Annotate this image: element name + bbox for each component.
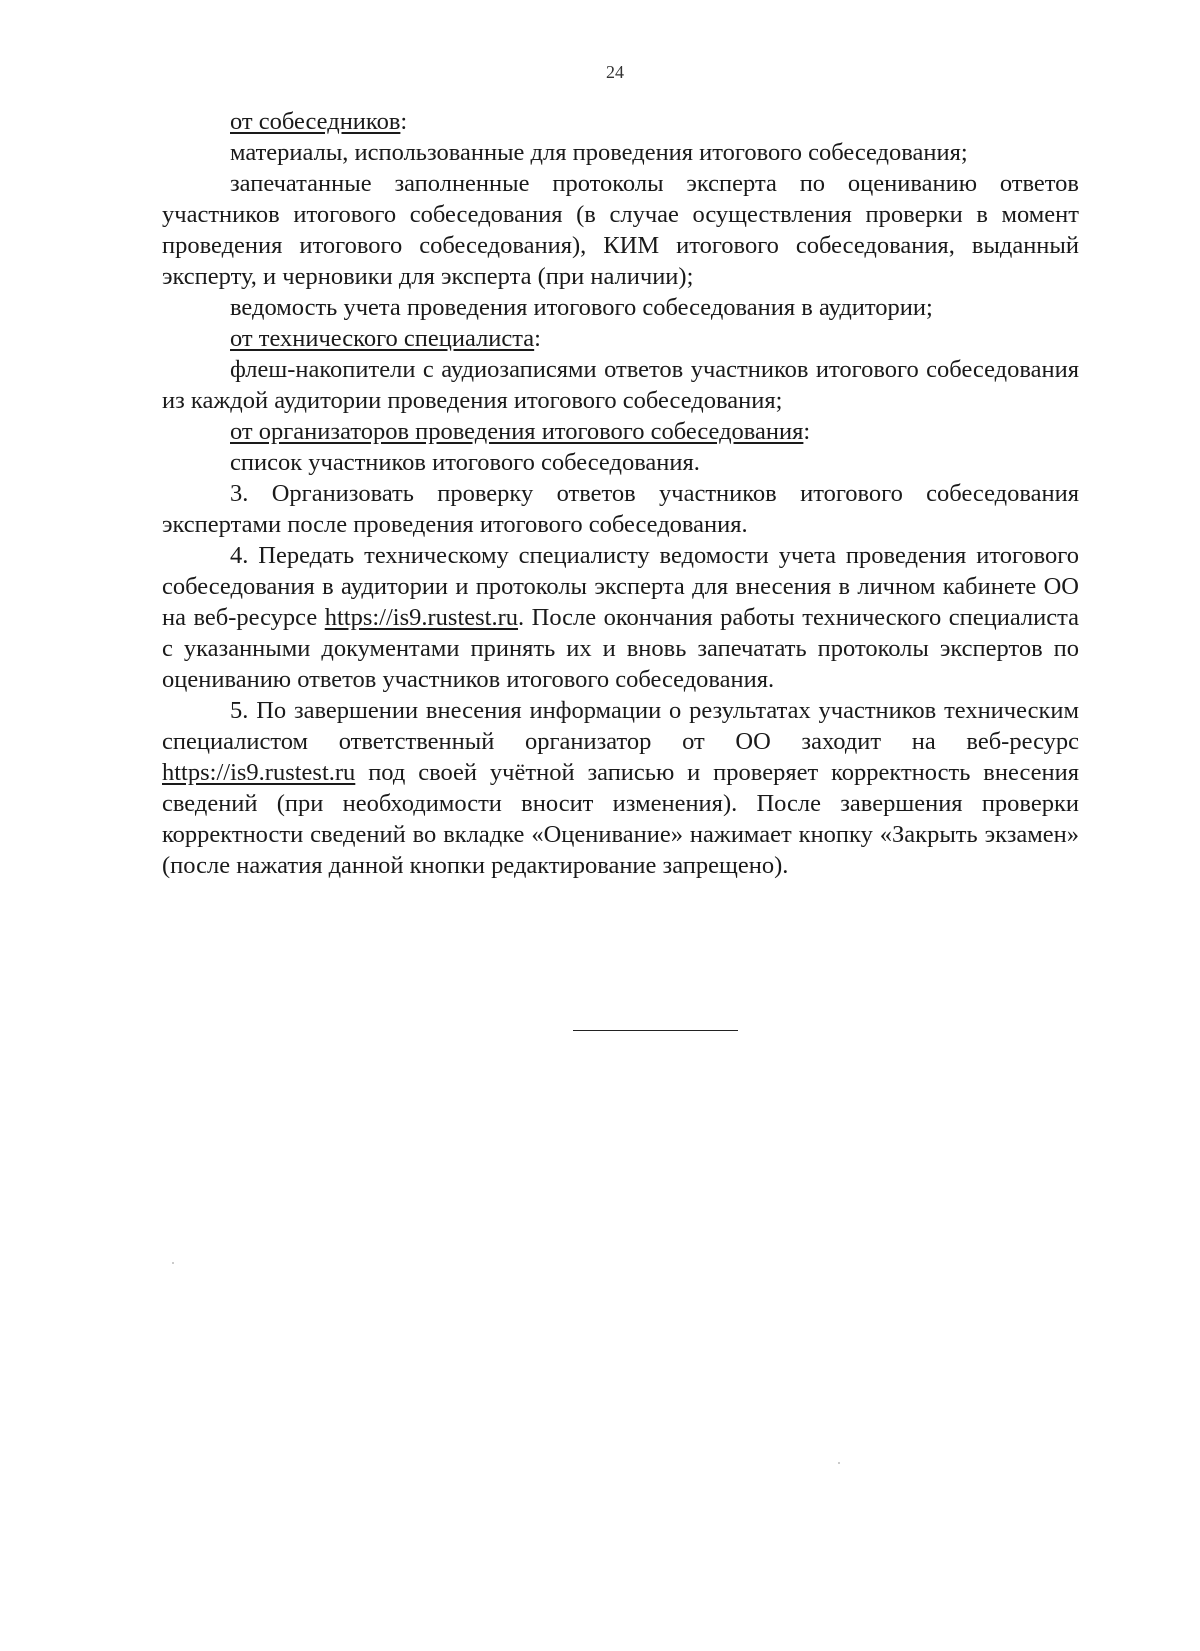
paragraph-record-sheet: ведомость учета проведения итогового собеседования в аудитории;	[230, 294, 933, 321]
paragraph-from-interlocutors: от собеседников:	[230, 108, 408, 135]
link-rustest-item-5[interactable]: https://is9.rustest.ru	[162, 759, 356, 786]
heading-from-organizers: от организаторов проведения итогового собеседования	[230, 418, 804, 445]
document-body	[162, 106, 1079, 881]
scan-speck	[838, 1462, 840, 1464]
link-rustest-item-4[interactable]: https://is9.rustest.ru	[324, 604, 519, 631]
paragraph-item-5: 5. По завершении внесения информации о результатах участников техническим специалистом ответственный организатор от ОО заходит на веб-ресурс https://is9.rustest.ru под своей учётной записью и проверяет корректность внесения сведений (при необходимости вносит изменения). После завершения проверки корректности сведений во вкладке «Оценивание» нажимает кнопку «Закрыть экзамен» (после нажатия данной кнопки редактирование запрещено).	[162, 697, 1079, 879]
paragraph-from-organizers: от организаторов проведения итогового собеседования:	[230, 418, 811, 445]
page-number: 24	[606, 62, 624, 82]
heading-from-interlocutors: от собеседников	[230, 108, 401, 135]
paragraph-item-4: 4. Передать техническому специалисту ведомости учета проведения итогового собеседования в аудитории и протоколы эксперта для внесения в личном кабинете ОО на веб-ресурсе https://is9.rustest.ru. После окончания работы технического специалиста с указанными документами принять их и вновь запечатать протоколы экспертов по оцениванию ответов участников итогового собеседования.	[162, 542, 1079, 693]
heading-from-tech-specialist: от технического специалиста	[230, 325, 535, 352]
paragraph-materials: материалы, использованные для проведения итогового собеседования;	[230, 139, 968, 166]
paragraph-item-3: 3. Организовать проверку ответов участников итогового собеседования экспертами после проведения итогового собеседования.	[162, 480, 1079, 538]
end-divider-line	[573, 1030, 738, 1031]
paragraph-from-tech-specialist: от технического специалиста:	[230, 325, 541, 352]
paragraph-flash-drives: флеш-накопители с аудиозаписями ответов участников итогового собеседования из каждой аудитории проведения итогового собеседования;	[162, 356, 1079, 414]
paragraph-sealed-protocols: запечатанные заполненные протоколы эксперта по оцениванию ответов участников итогового собеседования (в случае осуществления проверки в момент проведения итогового собеседования), КИМ итогового собеседования, выданный эксперту, и черновики для эксперта (при наличии);	[162, 170, 1079, 290]
scan-speck	[172, 1262, 174, 1264]
paragraph-participants-list: список участников итогового собеседования.	[230, 449, 700, 476]
